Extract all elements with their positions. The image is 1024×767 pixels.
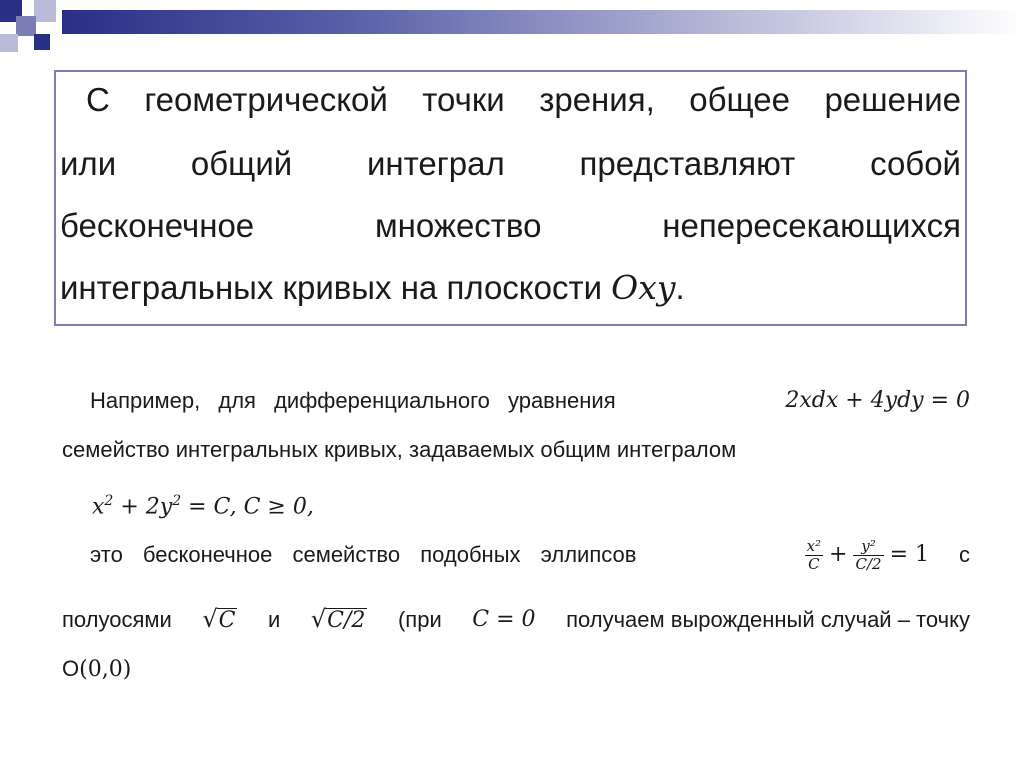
deco-square xyxy=(34,34,50,50)
deco-square xyxy=(0,34,18,52)
statement-line: интегральных кривых на плоскости Oxy. xyxy=(60,268,685,307)
statement-box xyxy=(54,70,967,326)
paren-text: (при xyxy=(397,606,442,632)
deco-square xyxy=(34,0,56,22)
header-decoration xyxy=(0,0,1024,60)
ellipse-family-text: это бесконечное семейство подобных эллипсов xyxy=(90,542,637,567)
example-intro-text: Например, для дифференциального уравнения xyxy=(90,388,616,413)
sqrt-c-half: √C/2 xyxy=(310,605,366,633)
header-gradient-bar xyxy=(62,10,1024,34)
statement-line: С геометрической точки зрения, общее решение xyxy=(86,81,961,118)
fraction-y: $\frac{\text{y²}}{C/2}$ xyxy=(855,536,882,573)
statement-line: бесконечное множество непересекающихся xyxy=(60,207,961,244)
fraction-x: $\frac{\text{x²}}{C}$ xyxy=(806,536,822,573)
differential-equation: 2xdx + 4ydy = 0 xyxy=(785,388,970,413)
ellipse-equation: $\frac{\text{x²}}{C}$ + $\frac{\text{y²}}{C/2}$ = 1 с xyxy=(806,536,970,573)
example-intro xyxy=(90,386,970,416)
sqrt-c: √C xyxy=(202,605,236,633)
general-integral: $x^2 + 2y^2 = C$, C ≥ 0, xyxy=(92,493,314,520)
ellipse-family xyxy=(90,532,970,578)
deco-square xyxy=(16,16,36,36)
semi-axes-label: полуосями xyxy=(62,606,172,632)
example-line2: семейство интегральных кривых, задаваемых общим интегралом xyxy=(62,437,737,462)
point-line: O(0,0) xyxy=(62,656,132,682)
statement-line: или общий интеграл представляют собой xyxy=(60,145,961,182)
c-zero: C = 0 xyxy=(472,606,536,632)
degenerate-text: получаем вырожденный случай – точку xyxy=(566,606,970,632)
plane-name: Oxy xyxy=(611,268,676,307)
semi-axes-line xyxy=(62,604,970,635)
and-word: и xyxy=(268,606,281,632)
